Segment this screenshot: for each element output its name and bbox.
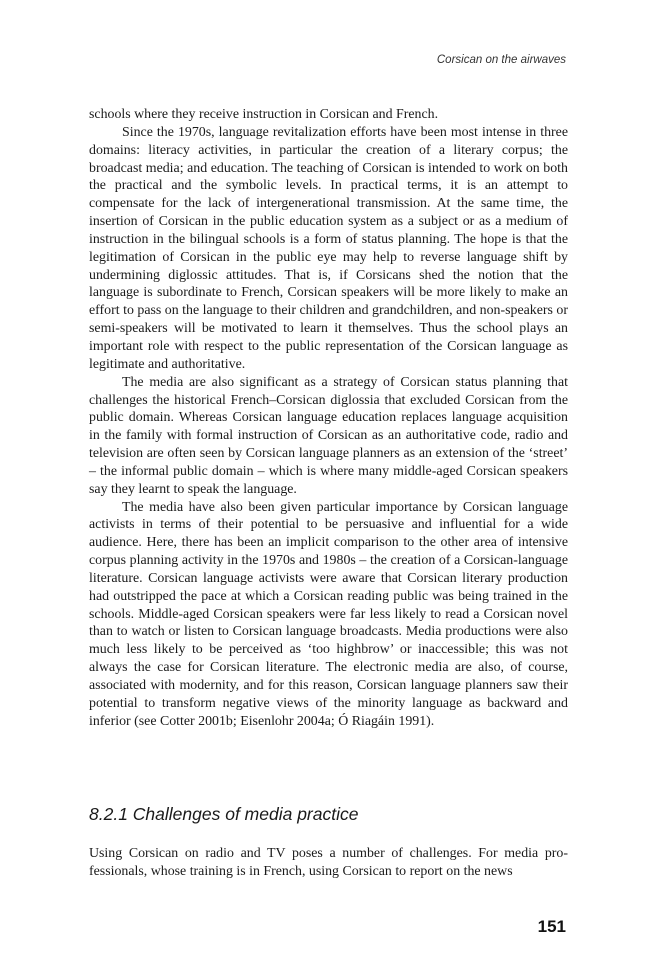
body-text (89, 106, 568, 731)
paragraph-continuation: schools where they receive instruction in Corsican and French. (89, 107, 439, 122)
page-number: 151 (537, 917, 566, 936)
section-text (89, 845, 568, 881)
section-heading: 8.2.1 Challenges of media practice (89, 804, 359, 824)
paragraph-media-activists: The media have also been given particular importance by Corsican language activists in terms of their potential to be persuasive and influential for a wide audience. Here, there has been an implicit comparison to the other area of intensive corpus planning activity in the 1970s and 1980s – the creation of a Corsican-language literature. Corsican language activists were aware that Corsican literary production had outstripped the pace at which a Corsican reading public was being trained in the schools. Middle-aged Corsican speakers were far less likely to read a Corsican novel than to watch or listen to Corsican language broadcasts. Media productions were also much less likely to be perceived as ‘too highbrow’ or inaccessible; this was not always the case for Corsican literature. The electronic media are also, of course, associated with modernity, and for this reason, Corsican language planners saw their potential to transform negative views of the minority language as backward and inferior (see Cotter 2001b; Eisenlohr 2004a; Ó Riagáin 1991). (89, 499, 568, 729)
paragraph-media-status-planning: The media are also significant as a strategy of Corsican status planning that challenges the historical French–Corsican diglossia that excluded Corsican from the public domain. Whereas Corsican language education replaces language acquisition in the family with formal instruction of Corsican as an authoritative code, radio and television are often seen by Corsican language planners as an extension of the ‘street’ – the informal public domain – which is where many middle-aged Corsican speakers say they learnt to speak the language. (89, 374, 568, 497)
paragraph-media-practice: Using Corsican on radio and TV poses a number of challenges. For media professionals, whose training is in French, using Corsican to report on the news (89, 846, 568, 879)
running-head: Corsican on the airwaves (436, 54, 566, 66)
paragraph-revitalization: Since the 1970s, language revitalization efforts have been most intense in three domains: literacy activities, in particular the creation of a literary corpus; the broadcast media; and education. The teaching of Corsican is intended to work on both the practical and the symbolic levels. In practical terms, it is an attempt to compensate for the lack of intergenerational transmission. At the same time, the insertion of Corsican in the public education system as a subject or as a medium of instruction in the bilingual schools is a form of status planning. The hope is that the legitimation of Corsican in the public eye may help to reverse language shift by undermining diglossic attitudes. That is, if Corsicans shed the notion that the language is subordinate to French, Corsican speakers will be more likely to make an effort to pass on the language to their children and grandchildren, and non-speakers or semi-speakers will be motivated to learn it themselves. Thus the school plays an important role with respect to the public representation of the Corsican language as legitimate and authoritative. (89, 124, 568, 372)
